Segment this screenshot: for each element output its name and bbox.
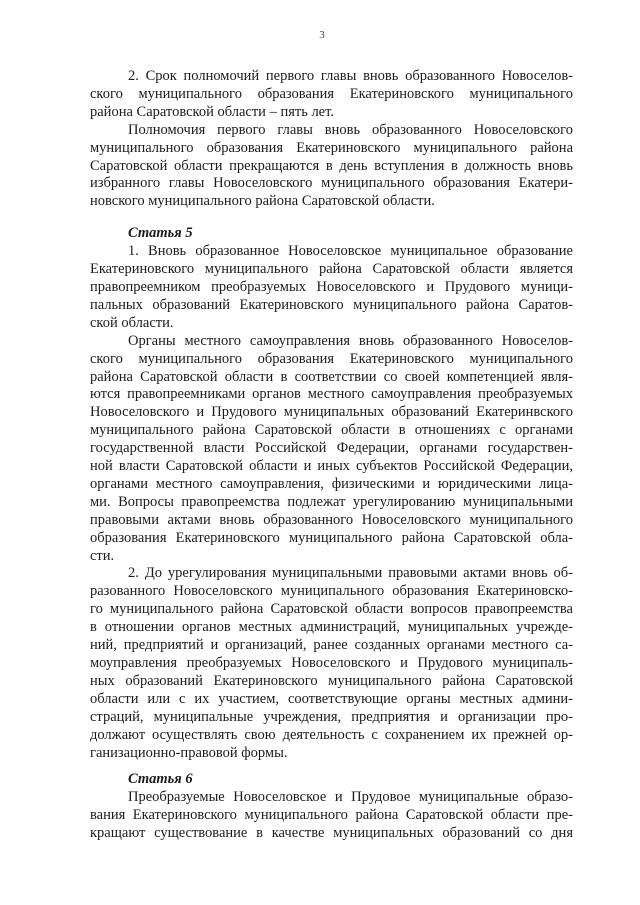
text-line: области или с их участием, соответствующие органы местных админи- xyxy=(90,690,573,707)
document-body xyxy=(90,68,573,843)
text-line: сти. xyxy=(90,547,115,564)
page-number: 3 xyxy=(319,29,325,41)
text-line: кращают существование в качестве муниципальных образований со дня xyxy=(90,825,573,842)
text-line: 2. Срок полномочий первого главы вновь образованного Новоселов- xyxy=(128,68,573,84)
article-heading: Статья 6 xyxy=(128,771,193,788)
text-line: новского муниципального района Саратовской области. xyxy=(90,193,435,210)
text-line: 1. Вновь образованное Новоселовское муниципальное образование xyxy=(128,243,573,260)
text-line: правовыми актами вновь образованного Новоселовского муниципального xyxy=(90,511,573,528)
text-line: района Саратовской области – пять лет. xyxy=(90,103,334,120)
text-line: ной власти Саратовской области и иных субъектов Российской Федерации, xyxy=(90,458,573,475)
text-line: органами местного самоуправления, физическими и юридическими лица- xyxy=(90,475,573,492)
text-line: го муниципального района Саратовской области вопросов правопреемства xyxy=(90,601,573,618)
text-line: ний, предприятий и организаций, ранее созданных органами местного са- xyxy=(90,637,573,654)
text-line: разованного Новоселовского муниципального образования Екатериновско- xyxy=(90,583,573,600)
text-line: Полномочия первого главы вновь образованного Новоселовского xyxy=(128,121,573,138)
text-line: ского муниципального образования Екатериновского муниципального xyxy=(90,85,573,102)
text-line: Новоселовского и Прудового муниципальных образований Екатеринвского xyxy=(90,404,573,421)
text-line: избранного главы Новоселовского муниципального образования Екатери- xyxy=(90,175,573,192)
paragraph xyxy=(90,243,573,333)
text-line: должают осуществлять свою деятельность с сохранением их прежней ор- xyxy=(90,726,573,743)
text-line: ганизационно-правовой формы. xyxy=(90,744,288,761)
text-line: пальных образований Екатериновского муниципального района Саратов- xyxy=(90,296,573,313)
text-line: государственной власти Российской Федерации, органами государствен- xyxy=(90,440,573,457)
text-line: ского муниципального образования Екатериновского муниципального xyxy=(90,350,573,367)
paragraph xyxy=(90,68,573,122)
text-line: страций, муниципальные учреждения, предприятия и организации про- xyxy=(90,708,573,725)
text-line: Саратовской области прекращаются в день вступления в должность вновь xyxy=(90,157,573,174)
paragraph xyxy=(90,122,573,212)
text-line: Органы местного самоуправления вновь образованного Новоселов- xyxy=(128,332,573,349)
text-line: муниципального образования Екатериновского муниципального района xyxy=(90,139,573,156)
text-line: ской области. xyxy=(90,314,174,331)
text-line: моуправления преобразуемых Новоселовского и Прудового муниципаль- xyxy=(90,655,573,671)
text-line: ми. Вопросы правопреемства подлежат урегулированию муниципальными xyxy=(90,493,573,510)
text-line: в отношении органов местных администраций, муниципальных учрежде- xyxy=(90,619,573,636)
paragraph xyxy=(90,333,573,566)
article-heading: Статья 5 xyxy=(128,225,193,242)
text-line: муниципального района Саратовской области в отношениях с органами xyxy=(90,422,573,439)
text-line: Преобразуемые Новоселовское и Прудовое муниципальные образо- xyxy=(128,789,573,806)
text-line: образования Екатериновского муниципального района Саратовской обла- xyxy=(90,529,573,546)
paragraph xyxy=(90,789,573,843)
text-line: правопреемником преобразуемых Новоселовского и Прудового муници- xyxy=(90,278,573,295)
text-line: 2. До урегулирования муниципальными правовыми актами вновь об- xyxy=(128,565,573,582)
text-line: Екатериновского муниципального района Саратовской области является xyxy=(90,261,573,278)
text-line: ных образований Екатериновского муниципального района Саратовской xyxy=(90,672,573,689)
paragraph xyxy=(90,565,573,762)
text-line: района Саратовской области в соответствии со своей компетенцией явля- xyxy=(90,368,573,385)
text-line: вания Екатериновского муниципального района Саратовской области пре- xyxy=(90,807,573,824)
text-line: ются правопреемниками органов местного самоуправления преобразуемых xyxy=(90,386,573,403)
